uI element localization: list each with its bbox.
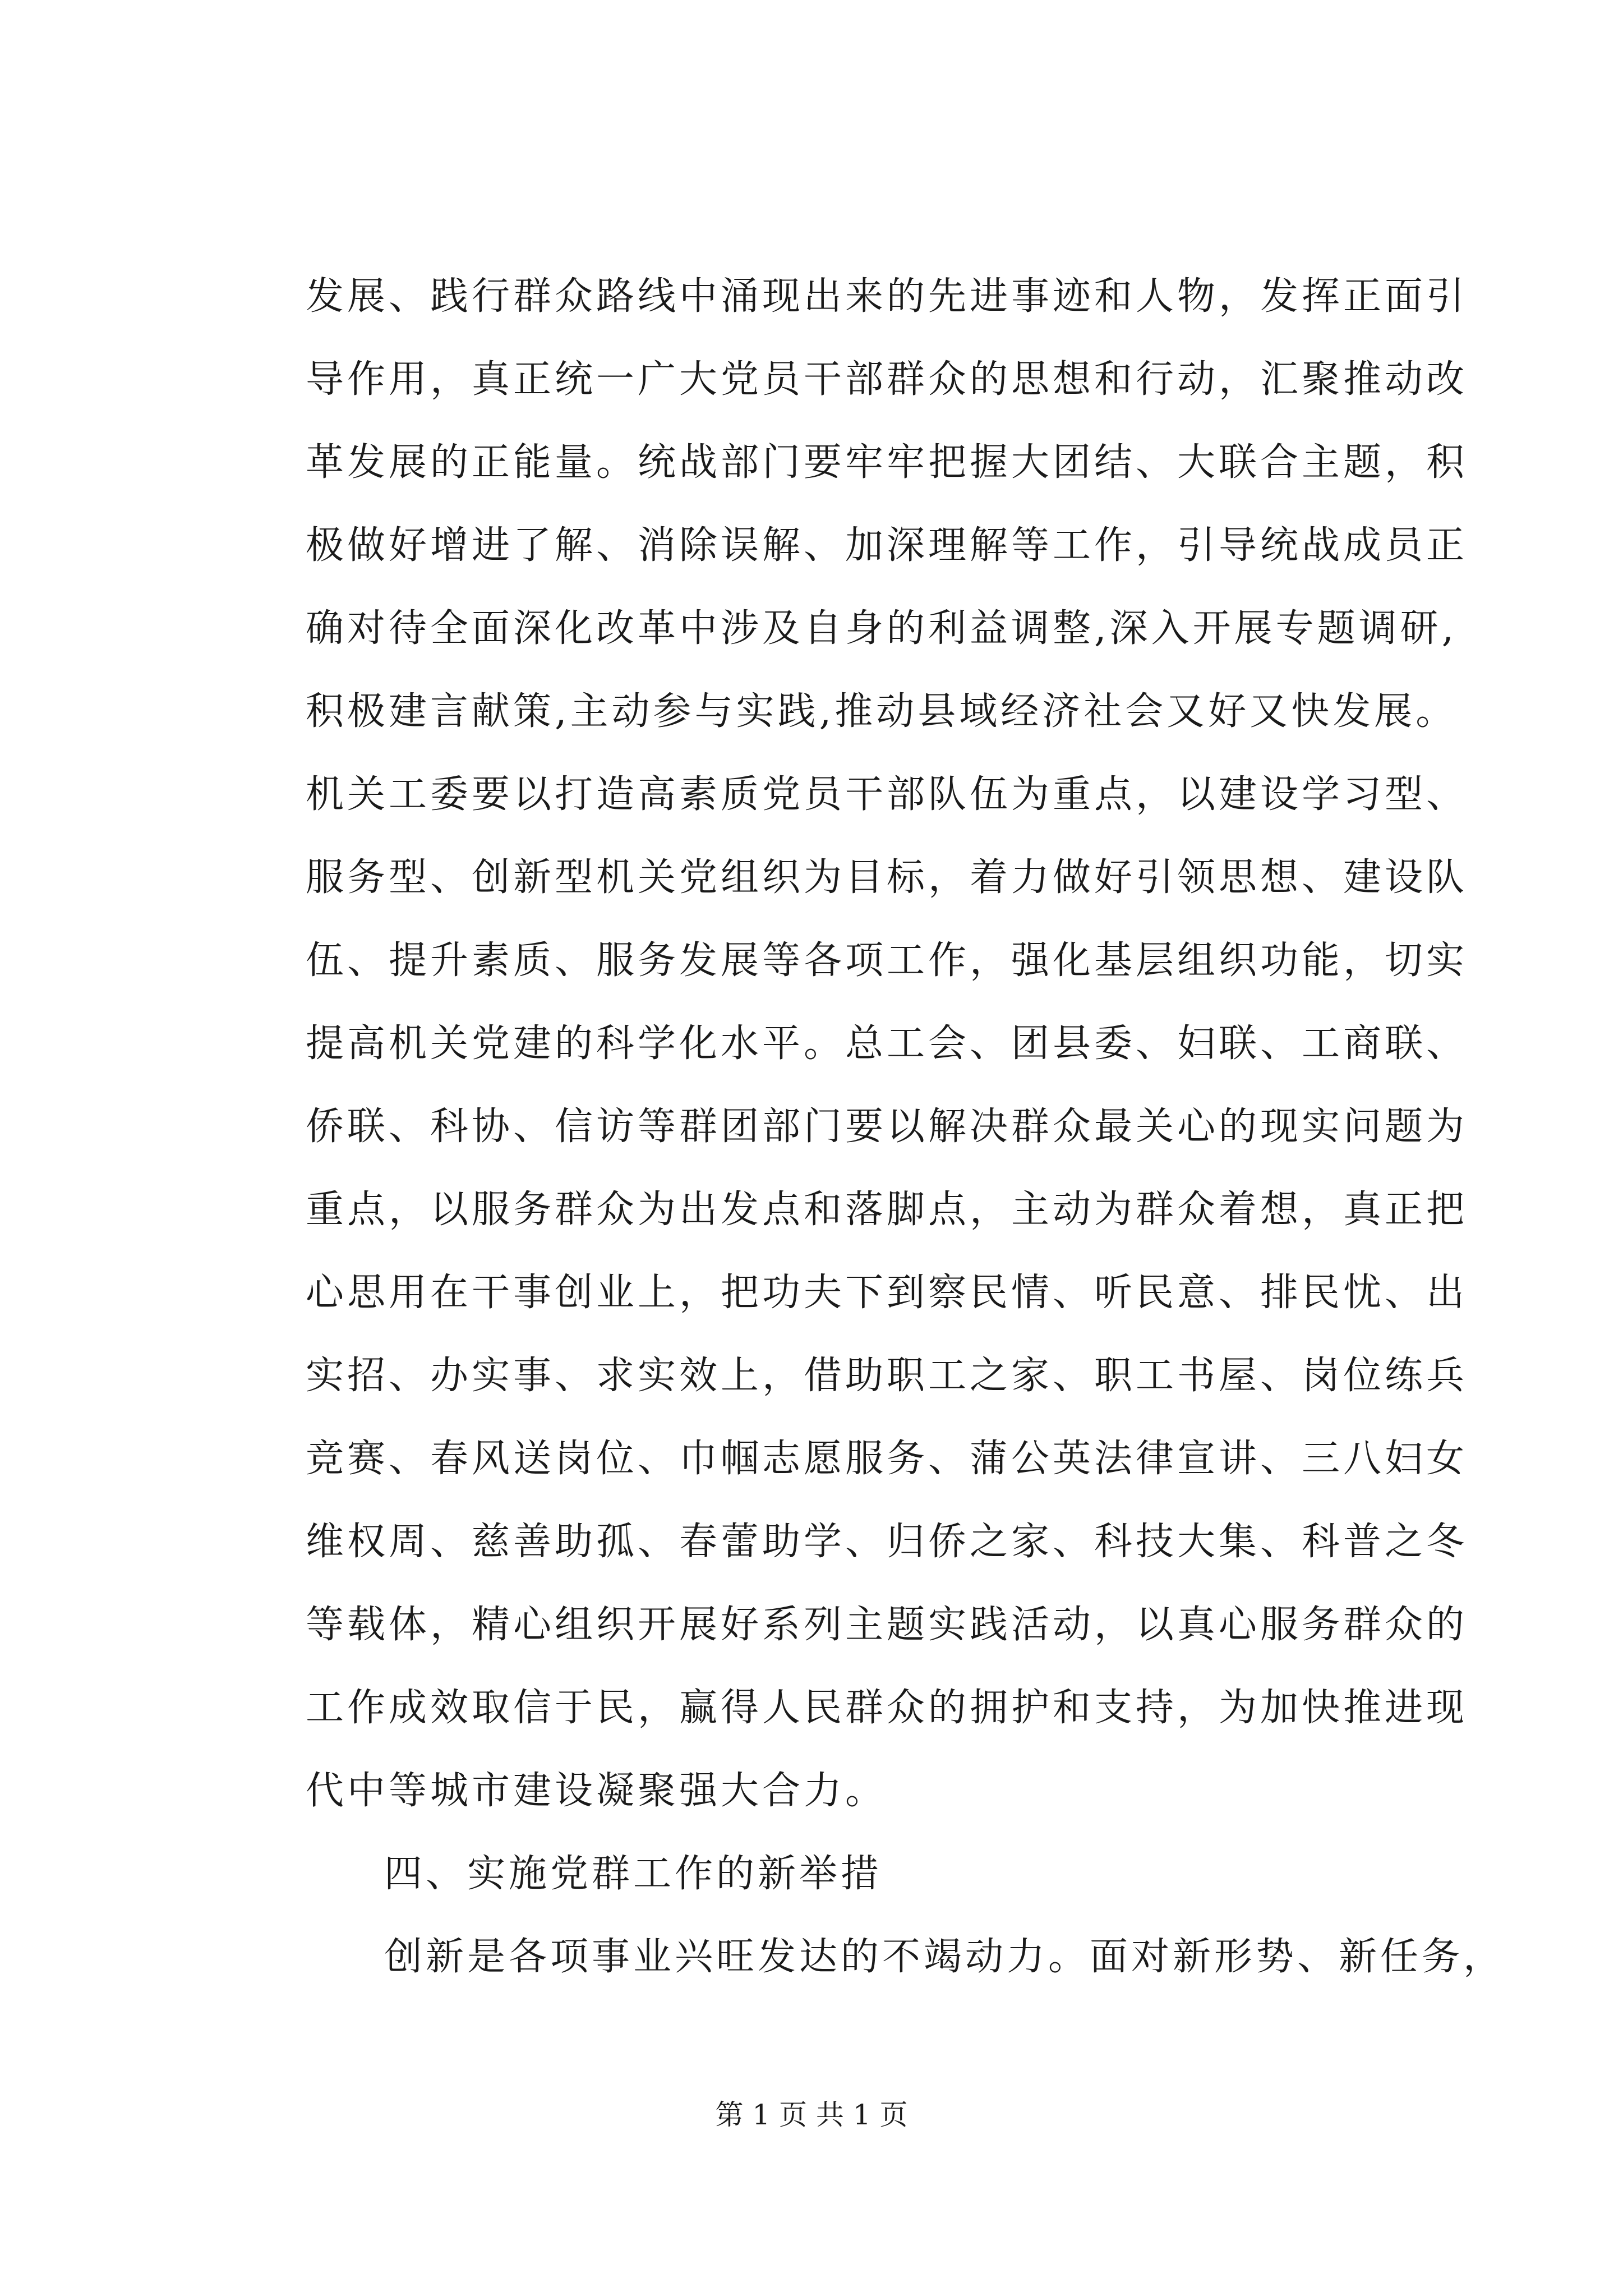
text-line: 确对待全面深化改革中涉及自身的利益调整,深入开展专题调研, <box>306 606 1458 651</box>
text-line: 侨联、科协、信访等群团部门要以解决群众最关心的现实问题为 <box>306 1105 1468 1149</box>
text-line: 发展、践行群众路线中涌现出来的先进事迹和人物，发挥正面引 <box>306 274 1468 319</box>
text-line: 竞赛、春风送岗位、巾帼志愿服务、蒲公英法律宣讲、三八妇女 <box>306 1437 1468 1481</box>
text-line: 重点，以服务群众为出发点和落脚点，主动为群众着想，真正把 <box>306 1188 1468 1232</box>
section-heading: 四、实施党群工作的新举措 <box>384 1852 883 1896</box>
text-line: 机关工委要以打造高素质党员干部队伍为重点，以建设学习型、 <box>306 772 1468 817</box>
page-footer: 第 1 页 共 1 页 <box>715 2099 908 2131</box>
text-line: 伍、提升素质、服务发展等各项工作，强化基层组织功能，切实 <box>306 938 1468 983</box>
text-line: 提高机关党建的科学化水平。总工会、团县委、妇联、工商联、 <box>306 1022 1468 1066</box>
text-line: 代中等城市建设凝聚强大合力。 <box>306 1769 887 1813</box>
text-line: 工作成效取信于民，赢得人民群众的拥护和支持，为加快推进现 <box>306 1686 1468 1730</box>
text-line: 积极建言献策,主动参与实践,推动县域经济社会又好又快发展。 <box>306 689 1458 734</box>
text-line: 心思用在干事创业上，把功夫下到察民情、听民意、排民忧、出 <box>306 1271 1468 1315</box>
text-line: 服务型、创新型机关党组织为目标，着力做好引领思想、建设队 <box>306 855 1468 900</box>
text-line: 维权周、慈善助孤、春蕾助学、归侨之家、科技大集、科普之冬 <box>306 1520 1468 1564</box>
body-text <box>306 255 1505 1999</box>
text-line: 等载体，精心组织开展好系列主题实践活动，以真心服务群众的 <box>306 1603 1468 1647</box>
text-line: 导作用，真正统一广大党员干部群众的思想和行动，汇聚推动改 <box>306 357 1468 402</box>
paragraph-first-line: 创新是各项事业兴旺发达的不竭动力。面对新形势、新任务， <box>384 1935 1505 1979</box>
text-line: 极做好增进了解、消除误解、加深理解等工作，引导统战成员正 <box>306 523 1468 568</box>
text-line: 革发展的正能量。统战部门要牢牢把握大团结、大联合主题，积 <box>306 440 1468 485</box>
text-line: 实招、办实事、求实效上，借助职工之家、职工书屋、岗位练兵 <box>306 1354 1468 1398</box>
